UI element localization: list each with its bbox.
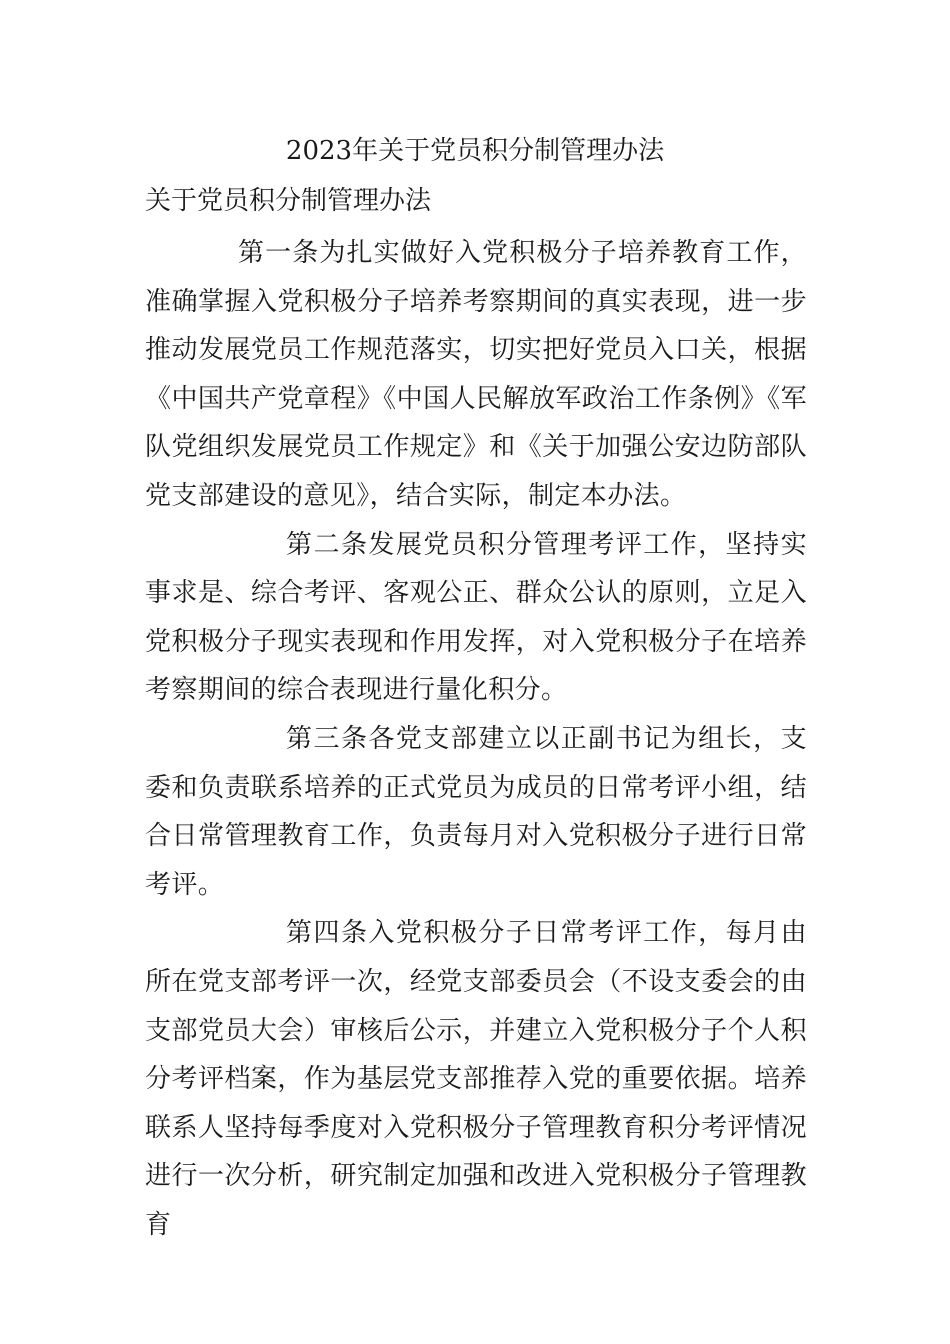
document-body [145,229,807,1249]
document-subtitle: 关于党员积分制管理办法 [145,186,432,216]
article-3-paragraph: 第三条各党支部建立以正副书记为组长，支委和负责联系培养的正式党员为成员的日常考评小组，结合日常管理教育工作，负责每月对入党积极分子进行日常考评。 [145,723,807,900]
article-1-paragraph: 第一条为扎实做好入党积极分子培养教育工作，准确掌握入党积极分子培养考察期间的真实表现，进一步推动发展党员工作规范落实，切实把好党员入口关，根据《中国共产党章程》《中国人民解放军政治工作条例》《军队党组织发展党员工作规定》和《关于加强公安边防部队党支部建设的意见》，结合实际，制定本办法。 [145,238,807,511]
document-title: 2023年关于党员积分制管理办法 [285,136,665,166]
article-2-paragraph: 第二条发展党员积分管理考评工作，坚持实事求是、综合考评、客观公正、群众公认的原则，立足入党积极分子现实表现和作用发挥，对入党积极分子在培养考察期间的综合表现进行量化积分。 [145,529,807,706]
article-4-paragraph: 第四条入党积极分子日常考评工作，每月由所在党支部考评一次，经党支部委员会（不设支委会的由支部党员大会）审核后公示，并建立入党积极分子个人积分考评档案，作为基层党支部推荐入党的重要依据。培养联系人坚持每季度对入党积极分子管理教育积分考评情况进行一次分析，研究制定加强和改进入党积极分子管理教育 [145,918,807,1240]
